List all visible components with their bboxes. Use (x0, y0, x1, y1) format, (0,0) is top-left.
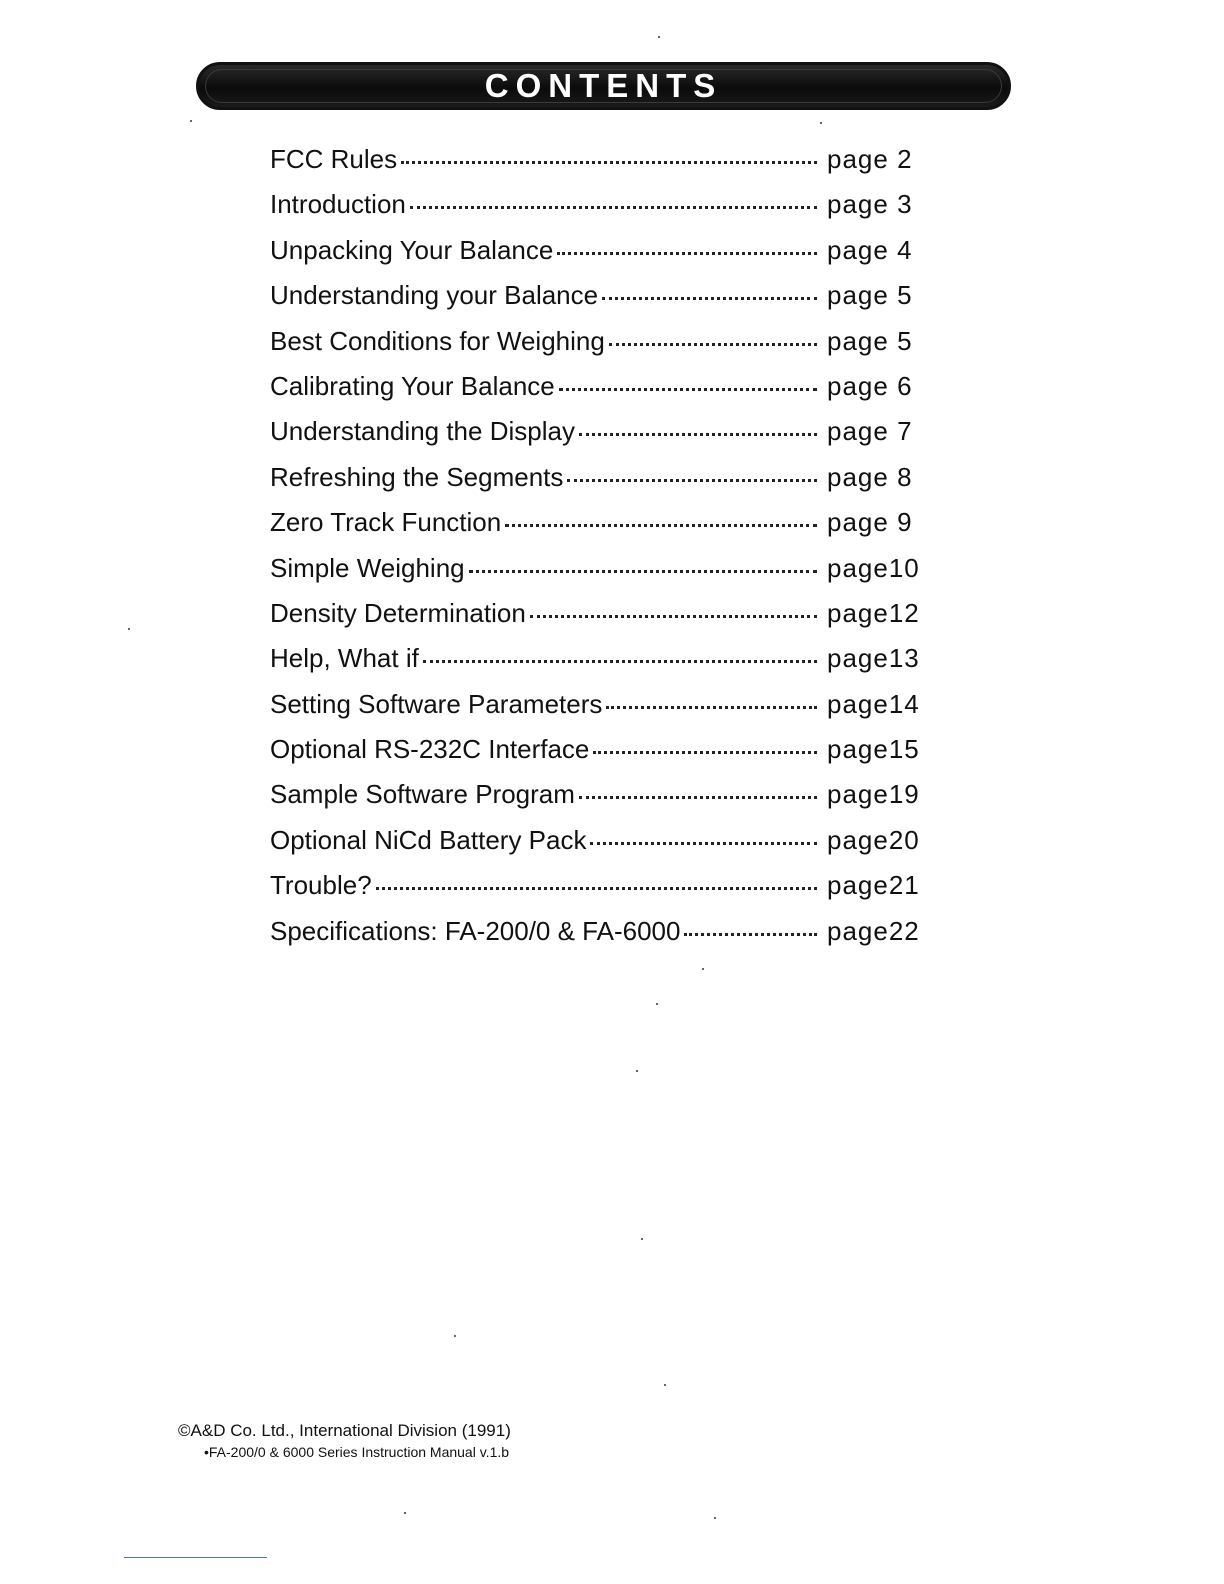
toc-entry-title: Optional RS-232C Interface (270, 734, 590, 765)
toc-entry-title: Introduction (270, 189, 406, 220)
toc-page-number: page14 (827, 688, 920, 719)
leader-dots (609, 341, 817, 346)
toc-page-number: page22 (827, 915, 920, 946)
leader-dots (606, 704, 817, 709)
toc-row (270, 591, 935, 636)
toc-page-number: page 4 (827, 234, 913, 265)
toc-entry-title: Understanding your Balance (270, 280, 599, 311)
toc-page-number: page 3 (827, 189, 913, 220)
scan-speck (636, 1070, 638, 1072)
scan-speck (454, 1335, 456, 1337)
toc-entry-title: Best Conditions for Weighing (270, 325, 605, 356)
scan-speck (702, 968, 704, 970)
scan-speck (404, 1512, 406, 1514)
leader-dots (602, 295, 817, 300)
toc-entry-title: Setting Software Parameters (270, 688, 603, 719)
toc-page-number: page20 (827, 824, 920, 855)
scan-speck (128, 628, 130, 630)
contents-banner (196, 62, 1011, 110)
toc-page-number: page13 (827, 643, 920, 674)
toc-row (270, 500, 935, 545)
toc-page-number: page 6 (827, 370, 913, 401)
toc-entry-title: Refreshing the Segments (270, 461, 564, 492)
footer (178, 1420, 511, 1462)
toc-page-number: page 7 (827, 416, 913, 447)
toc-page-number: page21 (827, 870, 920, 901)
leader-dots (557, 250, 817, 255)
leader-dots (410, 204, 817, 209)
bottom-rule (124, 1557, 267, 1558)
leader-dots (469, 568, 817, 573)
toc-row (270, 546, 935, 591)
toc-page-number: page 5 (827, 325, 913, 356)
scan-speck (820, 122, 822, 124)
toc-page-number: page 5 (827, 280, 913, 311)
leader-dots (684, 931, 817, 936)
toc-row (270, 228, 935, 273)
toc-row (270, 364, 935, 409)
toc-entry-title: Sample Software Program (270, 779, 575, 810)
toc-row (270, 772, 935, 817)
toc-entry-title: Simple Weighing (270, 552, 465, 583)
leader-dots (505, 522, 817, 527)
toc-entry-title: Zero Track Function (270, 507, 502, 538)
toc-entry-title: FCC Rules (270, 144, 398, 174)
page-title: CONTENTS (484, 67, 723, 104)
toc-page-number: page 2 (827, 144, 913, 174)
leader-dots (579, 794, 817, 799)
toc-row (270, 273, 935, 318)
leader-dots (423, 658, 817, 663)
toc-row (270, 818, 935, 863)
toc-row (270, 137, 935, 182)
scan-speck (658, 36, 660, 38)
toc-entry-title: Calibrating Your Balance (270, 370, 555, 401)
scan-speck (714, 1517, 716, 1519)
toc-entry-title: Unpacking Your Balance (270, 234, 554, 265)
scan-speck (664, 1384, 666, 1386)
toc-entry-title: Density Determination (270, 597, 526, 628)
scan-speck (641, 1238, 643, 1240)
toc-row (270, 636, 935, 681)
manual-version-text: •FA-200/0 & 6000 Series Instruction Manual v.1.b (204, 1444, 510, 1460)
toc-row (270, 863, 935, 908)
toc-page-number: page15 (827, 734, 920, 765)
toc-row (270, 909, 935, 954)
scan-speck (190, 120, 192, 122)
leader-dots (401, 159, 817, 164)
leader-dots (590, 840, 817, 845)
toc-row (270, 319, 935, 364)
toc-entry-title: Trouble? (270, 870, 372, 901)
toc-page-number: page19 (827, 779, 920, 810)
toc-entry-title: Help, What if (270, 643, 419, 674)
toc-entry-title: Optional NiCd Battery Pack (270, 824, 587, 855)
toc-page-number: page10 (827, 552, 920, 583)
toc-row (270, 682, 935, 727)
table-of-contents (270, 137, 935, 954)
toc-row (270, 182, 935, 227)
toc-entry-title: Specifications: FA-200/0 & FA-6000 (270, 915, 681, 946)
leader-dots (530, 613, 817, 618)
toc-row (270, 727, 935, 772)
toc-entry-title: Understanding the Display (270, 416, 575, 447)
toc-page-number: page 8 (827, 461, 913, 492)
leader-dots (376, 885, 817, 890)
copyright-text: ©A&D Co. Ltd., International Division (1991) (178, 1421, 511, 1440)
leader-dots (593, 749, 817, 754)
toc-page-number: page12 (827, 597, 920, 628)
toc-row (270, 409, 935, 454)
leader-dots (567, 477, 817, 482)
toc-row (270, 455, 935, 500)
leader-dots (559, 386, 817, 391)
toc-page-number: page 9 (827, 507, 913, 538)
leader-dots (579, 431, 817, 436)
scan-speck (656, 1003, 658, 1005)
